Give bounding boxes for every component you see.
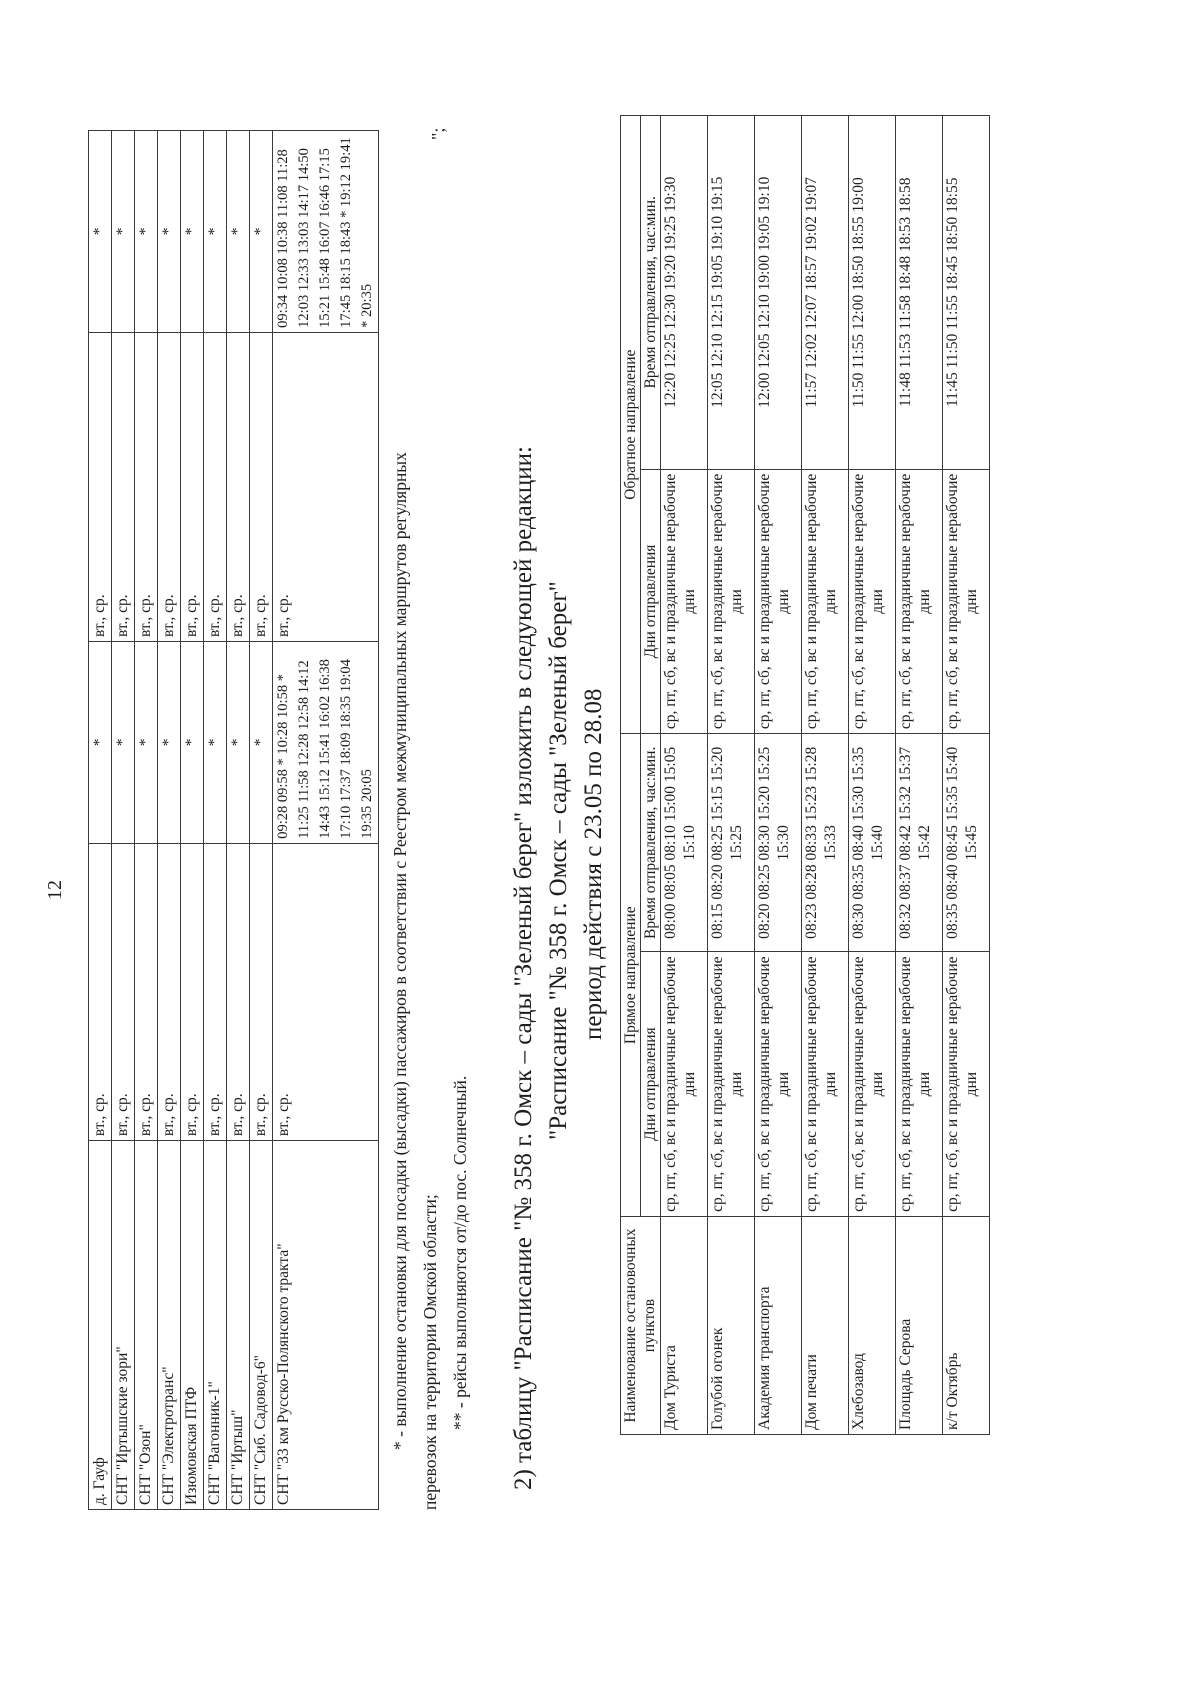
stop-name: д. Гауф — [89, 1141, 112, 1510]
stop-name: Дом печати — [802, 1217, 849, 1435]
days-reverse: ср, пт, сб, вс и праздничные нерабочие дни — [943, 469, 990, 734]
table-row — [158, 131, 181, 1510]
days-reverse: вт., ср. — [89, 332, 112, 641]
request-stop-mark: * — [250, 131, 273, 333]
table-row — [227, 131, 250, 1510]
days-forward: вт., ср. — [158, 843, 181, 1140]
stop-name: Изюмовская ПТФ — [181, 1141, 204, 1510]
stop-name: Академия транспорта — [755, 1217, 802, 1435]
days-reverse: вт., ср. — [273, 332, 379, 641]
schedule-continuation-table — [88, 130, 379, 1510]
stop-name: СНТ "33 км Русско-Полянского тракта" — [273, 1141, 379, 1510]
times-forward: 09:28 09:58 * 10:28 10:58 * 11:25 11:58 12:28 12:58 14:12 14:43 15:12 15:41 16:02 16:38 17:10 17:37 18:09 18:35 19:04 19:35 20:05 — [273, 642, 379, 844]
stop-name: Голубой огонек — [708, 1217, 755, 1435]
days-forward: вт., ср. — [112, 843, 135, 1140]
days-reverse: ср, пт, сб, вс и праздничные нерабочие дни — [896, 469, 943, 734]
table-row — [89, 131, 112, 1510]
table-row — [135, 131, 158, 1510]
table-row — [250, 131, 273, 1510]
days-forward: ср, пт, сб, вс и праздничные нерабочие дни — [802, 952, 849, 1217]
table-row — [849, 116, 896, 1435]
request-stop-mark: * — [204, 131, 227, 333]
times-forward: 08:30 08:35 08:40 15:30 15:35 15:40 — [849, 734, 896, 952]
days-reverse: ср, пт, сб, вс и праздничные нерабочие дни — [802, 469, 849, 734]
header-time-reverse: Время отправления, час:мин. — [641, 116, 661, 470]
times-reverse: 12:20 12:25 12:30 19:20 19:25 19:30 — [661, 116, 708, 470]
days-forward: вт., ср. — [227, 843, 250, 1140]
days-reverse: ср, пт, сб, вс и праздничные нерабочие дни — [661, 469, 708, 734]
stop-name: СНТ "Иртыш" — [227, 1141, 250, 1510]
times-reverse: 11:50 11:55 12:00 18:50 18:55 19:00 — [849, 116, 896, 470]
request-stop-mark: * — [204, 642, 227, 844]
stop-name: СНТ "Вагонник-1" — [204, 1141, 227, 1510]
request-stop-mark: * — [181, 642, 204, 844]
days-reverse: вт., ср. — [158, 332, 181, 641]
header-reverse: Обратное направление — [621, 116, 641, 734]
request-stop-mark: * — [112, 642, 135, 844]
table-row — [755, 116, 802, 1435]
request-stop-mark: * — [181, 131, 204, 333]
times-forward: 08:23 08:28 08:33 15:23 15:28 15:33 — [802, 734, 849, 952]
table-row — [661, 116, 708, 1435]
table-row — [273, 131, 379, 1510]
request-stop-mark: * — [89, 642, 112, 844]
days-forward: ср, пт, сб, вс и праздничные нерабочие дни — [661, 952, 708, 1217]
days-reverse: вт., ср. — [135, 332, 158, 641]
days-forward: ср, пт, сб, вс и праздничные нерабочие дни — [708, 952, 755, 1217]
closing-quote: "; — [428, 127, 448, 140]
days-forward: ср, пт, сб, вс и праздничные нерабочие дни — [896, 952, 943, 1217]
table-row — [896, 116, 943, 1435]
footnote-solnechny: ** - рейсы выполняются от/до пос. Солнечный. — [450, 1075, 470, 1430]
table-row — [204, 131, 227, 1510]
days-forward: вт., ср. — [250, 843, 273, 1140]
days-reverse: вт., ср. — [204, 332, 227, 641]
times-forward: 08:32 08:37 08:42 15:32 15:37 15:42 — [896, 734, 943, 952]
table-row — [802, 116, 849, 1435]
schedule-title: "Расписание "№ 358 г. Омск – сады "Зеленый берег" — [545, 581, 572, 1140]
table-row — [943, 116, 990, 1435]
header-days-reverse: Дни отправления — [641, 469, 661, 734]
request-stop-mark: * — [135, 642, 158, 844]
request-stop-mark: * — [227, 131, 250, 333]
footnotes — [385, 110, 475, 1510]
times-reverse: 11:57 12:02 12:07 18:57 19:02 19:07 — [802, 116, 849, 470]
header-forward: Прямое направление — [621, 734, 641, 1217]
document-page — [40, 60, 1190, 1660]
days-forward: вт., ср. — [89, 843, 112, 1140]
days-reverse: вт., ср. — [250, 332, 273, 641]
days-forward: вт., ср. — [204, 843, 227, 1140]
times-forward: 08:35 08:40 08:45 15:35 15:40 15:45 — [943, 734, 990, 952]
table-row — [112, 131, 135, 1510]
stop-name: Дом Туриста — [661, 1217, 708, 1435]
stop-name: Площадь Серова — [896, 1217, 943, 1435]
page-number: 12 — [44, 880, 66, 900]
header-days-forward: Дни отправления — [641, 952, 661, 1217]
section-title: 2) таблицу "Расписание "№ 358 г. Омск – сады "Зеленый берег" изложить в следующей редакции: — [510, 446, 537, 1490]
stop-name: Хлебозавод — [849, 1217, 896, 1435]
table-row — [181, 131, 204, 1510]
header-time-forward: Время отправления, час:мин. — [641, 734, 661, 952]
request-stop-mark: * — [158, 642, 181, 844]
times-reverse: 12:00 12:05 12:10 19:00 19:05 19:10 — [755, 116, 802, 470]
days-reverse: вт., ср. — [227, 332, 250, 641]
request-stop-mark: * — [250, 642, 273, 844]
days-forward: вт., ср. — [135, 843, 158, 1140]
stop-name: СНТ "Иртышские зори" — [112, 1141, 135, 1510]
stop-name: СНТ "Сиб. Садовод-6" — [250, 1141, 273, 1510]
times-reverse: 09:34 10:08 10:38 11:08 11:28 12:03 12:33 13:03 14:17 14:50 15:21 15:48 16:07 16:46 17:15 17:45 18:15 18:43 * 19:12 19:41 * 20:35 — [273, 131, 379, 333]
times-reverse: 11:45 11:50 11:55 18:45 18:50 18:55 — [943, 116, 990, 470]
request-stop-mark: * — [227, 642, 250, 844]
stop-name: к/т Октябрь — [943, 1217, 990, 1435]
request-stop-mark: * — [135, 131, 158, 333]
days-forward: ср, пт, сб, вс и праздничные нерабочие дни — [755, 952, 802, 1217]
validity-period: период действия с 23.05 по 28.08 — [580, 688, 607, 1040]
stop-name: СНТ "Озон" — [135, 1141, 158, 1510]
days-reverse: ср, пт, сб, вс и праздничные нерабочие дни — [708, 469, 755, 734]
table-row — [708, 116, 755, 1435]
days-forward: ср, пт, сб, вс и праздничные нерабочие дни — [943, 952, 990, 1217]
footnote-stop-on-request-cont: перевозок на территории Омской области; — [420, 1194, 440, 1510]
times-reverse: 12:05 12:10 12:15 19:05 19:10 19:15 — [708, 116, 755, 470]
days-forward: ср, пт, сб, вс и праздничные нерабочие дни — [849, 952, 896, 1217]
header-stop: Наименование остановочных пунктов — [621, 1217, 661, 1435]
table-header-row — [621, 116, 641, 1435]
footnote-stop-on-request: * - выполнение остановки для посадки (высадки) пассажиров в соответствии с Реестром межмуниципальных маршрутов регулярных — [390, 452, 410, 1450]
times-reverse: 11:48 11:53 11:58 18:48 18:53 18:58 — [896, 116, 943, 470]
stop-name: СНТ "Электротранс" — [158, 1141, 181, 1510]
times-forward: 08:15 08:20 08:25 15:15 15:20 15:25 — [708, 734, 755, 952]
days-reverse: вт., ср. — [112, 332, 135, 641]
request-stop-mark: * — [89, 131, 112, 333]
request-stop-mark: * — [112, 131, 135, 333]
request-stop-mark: * — [158, 131, 181, 333]
days-forward: вт., ср. — [273, 843, 379, 1140]
days-forward: вт., ср. — [181, 843, 204, 1140]
days-reverse: ср, пт, сб, вс и праздничные нерабочие дни — [755, 469, 802, 734]
schedule-358-table — [620, 115, 990, 1435]
days-reverse: ср, пт, сб, вс и праздничные нерабочие дни — [849, 469, 896, 734]
times-forward: 08:00 08:05 08:10 15:00 15:05 15:10 — [661, 734, 708, 952]
times-forward: 08:20 08:25 08:30 15:20 15:25 15:30 — [755, 734, 802, 952]
days-reverse: вт., ср. — [181, 332, 204, 641]
